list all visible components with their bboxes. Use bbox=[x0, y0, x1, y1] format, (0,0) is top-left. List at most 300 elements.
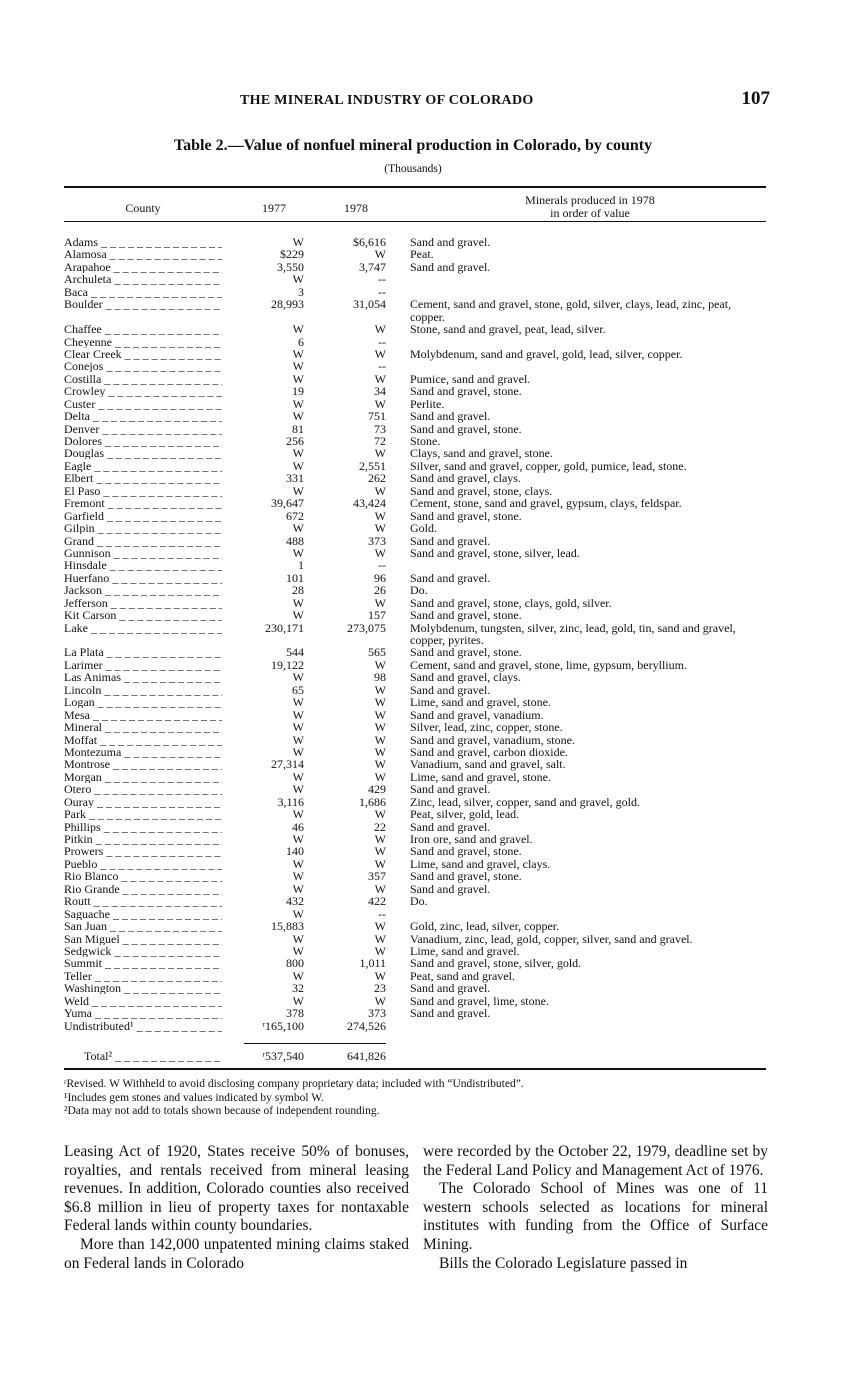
value-1978-cell: 73 bbox=[374, 421, 386, 436]
value-1977-cell: W bbox=[292, 595, 304, 610]
table-body bbox=[64, 236, 784, 1032]
county-cell: Grand _ _ _ bbox=[64, 535, 222, 547]
minerals-cell: Peat, sand and gravel. bbox=[410, 968, 515, 983]
value-1978-cell: 422 bbox=[368, 894, 386, 909]
minerals-cell: Sand and gravel, stone, clays. bbox=[410, 483, 553, 498]
body-paragraph: were recorded by the October 22, 1979, deadline set by the Federal Land Policy and Management Act of 1976. bbox=[423, 1143, 768, 1179]
county-cell: Garfield _ _ _ bbox=[64, 510, 222, 522]
value-1977-cell: 140 bbox=[286, 844, 304, 859]
table-row bbox=[64, 783, 784, 795]
county-cell: Weld _ _ _ bbox=[64, 995, 222, 1007]
minerals-cell: Peat, silver, gold, lead. bbox=[410, 807, 520, 822]
value-1978-cell: 373 bbox=[368, 1006, 386, 1021]
col-header-minerals-line2: in order of value bbox=[550, 206, 630, 220]
value-1978-cell: W bbox=[374, 346, 386, 361]
county-cell: Dolores _ _ _ bbox=[64, 435, 222, 447]
minerals-cell: Gold, zinc, lead, silver, copper. bbox=[410, 919, 560, 934]
minerals-cell: Sand and gravel. bbox=[410, 1006, 491, 1021]
county-cell: Rio Grande _ _ _ bbox=[64, 883, 222, 895]
value-1978-cell: 157 bbox=[368, 608, 386, 623]
county-cell: Prowers _ _ _ bbox=[64, 845, 222, 857]
value-1978-cell: 357 bbox=[368, 869, 386, 884]
table-bottom-rule bbox=[64, 1068, 766, 1070]
minerals-cell: Sand and gravel. bbox=[410, 570, 491, 585]
value-1978-cell: W bbox=[374, 247, 386, 262]
value-1978-cell: W bbox=[374, 545, 386, 560]
value-1978-cell: W bbox=[374, 919, 386, 934]
value-1978-cell: 273,075 bbox=[347, 620, 386, 635]
value-1978-cell: -- bbox=[378, 906, 386, 921]
table-row bbox=[64, 808, 784, 820]
value-1978-cell: W bbox=[374, 720, 386, 735]
county-cell: Kit Carson _ _ _ bbox=[64, 609, 222, 621]
value-1977-cell: 3 bbox=[298, 284, 304, 299]
table-row bbox=[64, 646, 784, 658]
value-1977-cell: W bbox=[292, 856, 304, 871]
minerals-cell: Sand and gravel, stone. bbox=[410, 384, 522, 399]
minerals-cell: Sand and gravel, lime, stone. bbox=[410, 993, 549, 1008]
table-units: (Thousands) bbox=[384, 163, 442, 175]
table-row bbox=[64, 870, 784, 882]
county-cell: Gilpin _ _ _ bbox=[64, 522, 222, 534]
minerals-cell: Sand and gravel. bbox=[410, 235, 491, 249]
county-cell: Chaffee _ _ _ bbox=[64, 323, 222, 335]
county-cell: Conejos _ _ _ bbox=[64, 360, 222, 372]
county-cell: Gunnison _ _ _ bbox=[64, 547, 222, 559]
value-1977-cell: W bbox=[292, 769, 304, 784]
value-1977-cell: 6 bbox=[298, 334, 304, 349]
table-row bbox=[64, 497, 784, 509]
table-row bbox=[64, 895, 784, 907]
minerals-cell: Sand and gravel, stone. bbox=[410, 608, 522, 623]
total-1978: 641,826 bbox=[347, 1049, 386, 1063]
value-1977-cell: W bbox=[292, 409, 304, 424]
table-row bbox=[64, 522, 784, 534]
value-1977-cell: 800 bbox=[286, 956, 304, 971]
footnote-1: ¹Includes gem stones and values indicated by symbol W. bbox=[64, 1091, 324, 1104]
county-cell: Fremont _ _ _ bbox=[64, 497, 222, 509]
col-header-1977: 1977 bbox=[262, 201, 286, 215]
minerals-cell: Sand and gravel, clays. bbox=[410, 670, 521, 685]
value-1978-cell: 72 bbox=[374, 434, 386, 448]
county-cell: Crowley _ _ _ bbox=[64, 385, 222, 397]
value-1977-cell: ʳ165,100 bbox=[262, 1018, 304, 1033]
value-1977-cell: 39,647 bbox=[271, 496, 304, 511]
county-cell: Baca _ _ _ bbox=[64, 286, 222, 298]
value-1978-cell: 2,551 bbox=[359, 458, 386, 473]
table-row bbox=[64, 584, 784, 596]
value-1978-cell: 34 bbox=[374, 384, 386, 399]
table-row bbox=[64, 1020, 784, 1032]
minerals-cell: Iron ore, sand and gravel. bbox=[410, 832, 533, 846]
table-header-rule bbox=[64, 221, 766, 222]
value-1977-cell: W bbox=[292, 931, 304, 946]
value-1977-cell: 3,116 bbox=[277, 794, 304, 809]
county-cell: Pitkin _ _ _ bbox=[64, 833, 222, 845]
table-row bbox=[64, 447, 784, 459]
county-cell: Cheyenne _ _ _ bbox=[64, 336, 222, 348]
page-header bbox=[60, 88, 770, 112]
county-cell: Hinsdale _ _ _ bbox=[64, 559, 222, 571]
body-left-column bbox=[64, 1143, 409, 1273]
value-1978-cell: 98 bbox=[374, 670, 386, 685]
body-paragraph: Bills the Colorado Legislature passed in bbox=[439, 1254, 688, 1272]
table-row bbox=[64, 920, 784, 932]
value-1978-cell: W bbox=[374, 371, 386, 386]
value-1978-cell: 565 bbox=[368, 645, 386, 660]
value-1978-cell: 1,011 bbox=[359, 956, 386, 971]
value-1978-cell: W bbox=[374, 943, 386, 958]
value-1978-cell: W bbox=[374, 322, 386, 337]
value-1977-cell: W bbox=[292, 483, 304, 498]
county-cell: Routt _ _ _ bbox=[64, 895, 222, 907]
county-cell: Costilla _ _ _ bbox=[64, 373, 222, 385]
total-rule bbox=[244, 1043, 386, 1044]
value-1977-cell: 488 bbox=[286, 533, 304, 548]
col-header-minerals-line1: Minerals produced in 1978 bbox=[525, 193, 655, 207]
county-cell: Archuleta _ _ _ bbox=[64, 273, 222, 285]
table-row bbox=[64, 671, 784, 683]
body-paragraph: The Colorado School of Mines was one of 11 western schools selected as locations for mineral institutes with funding from the Office of Surface Mining. bbox=[423, 1180, 768, 1253]
minerals-cell: Stone. bbox=[410, 434, 441, 448]
county-cell: Pueblo _ _ _ bbox=[64, 858, 222, 870]
minerals-cell: Sand and gravel. bbox=[410, 819, 491, 834]
value-1978-cell: W bbox=[374, 521, 386, 536]
minerals-cell: Perlite. bbox=[410, 396, 445, 411]
value-1977-cell: 32 bbox=[292, 981, 304, 996]
value-1977-cell: W bbox=[292, 906, 304, 921]
value-1978-cell: W bbox=[374, 508, 386, 523]
value-1977-cell: W bbox=[292, 371, 304, 386]
county-cell: Montrose _ _ _ bbox=[64, 758, 222, 770]
value-1978-cell: W bbox=[374, 657, 386, 672]
minerals-cell: Cement, sand and gravel, stone, gold, silver, clays, lead, zinc, peat, copper. bbox=[410, 297, 732, 324]
page-number: 107 bbox=[741, 88, 770, 109]
value-1978-cell: W bbox=[374, 595, 386, 610]
table-row bbox=[64, 957, 784, 969]
minerals-cell: Sand and gravel. bbox=[410, 409, 491, 424]
minerals-cell: Sand and gravel. bbox=[410, 981, 491, 996]
value-1977-cell: W bbox=[292, 993, 304, 1008]
table-row bbox=[64, 721, 784, 733]
total-row bbox=[64, 1049, 784, 1063]
county-cell: Jefferson _ _ _ bbox=[64, 597, 222, 609]
footnote-2: ²Data may not add to totals shown because of independent rounding. bbox=[64, 1105, 380, 1117]
value-1977-cell: W bbox=[292, 707, 304, 722]
value-1978-cell: W bbox=[374, 993, 386, 1008]
county-cell: Otero _ _ _ bbox=[64, 783, 222, 795]
county-cell: Larimer _ _ _ bbox=[64, 659, 222, 671]
table-row bbox=[64, 360, 784, 372]
minerals-cell: Sand and gravel, vanadium, stone. bbox=[410, 732, 575, 747]
county-cell: Alamosa _ _ _ bbox=[64, 248, 222, 260]
table-row bbox=[64, 547, 784, 559]
county-cell: Ouray _ _ _ bbox=[64, 796, 222, 808]
table-row bbox=[64, 273, 784, 285]
value-1977-cell: 3,550 bbox=[277, 259, 304, 274]
county-cell: Washington _ _ _ bbox=[64, 982, 222, 994]
value-1978-cell: 31,054 bbox=[353, 297, 386, 312]
value-1978-cell: 751 bbox=[368, 409, 386, 424]
value-1977-cell: 331 bbox=[286, 471, 304, 486]
minerals-cell: Sand and gravel. bbox=[410, 259, 491, 274]
value-1978-cell: $6,616 bbox=[353, 235, 386, 249]
value-1977-cell: 81 bbox=[292, 421, 304, 436]
county-cell: La Plata _ _ _ bbox=[64, 646, 222, 658]
minerals-cell: Sand and gravel, stone. bbox=[410, 645, 522, 660]
value-1977-cell: W bbox=[292, 272, 304, 287]
value-1978-cell: -- bbox=[378, 284, 386, 299]
county-cell: Adams _ _ _ bbox=[64, 236, 222, 248]
value-1978-cell: W bbox=[374, 968, 386, 983]
county-cell: Saguache _ _ _ bbox=[64, 908, 222, 920]
value-1977-cell: W bbox=[292, 521, 304, 536]
value-1977-cell: 544 bbox=[286, 645, 304, 660]
value-1977-cell: W bbox=[292, 322, 304, 337]
table-row bbox=[64, 385, 784, 397]
col-header-1978: 1978 bbox=[344, 201, 368, 215]
minerals-cell: Sand and gravel. bbox=[410, 533, 491, 548]
value-1978-cell: 96 bbox=[374, 570, 386, 585]
table-row bbox=[64, 609, 784, 621]
value-1978-cell: W bbox=[374, 769, 386, 784]
value-1977-cell: W bbox=[292, 235, 304, 249]
value-1977-cell: W bbox=[292, 346, 304, 361]
value-1978-cell: W bbox=[374, 744, 386, 759]
value-1978-cell: 22 bbox=[374, 819, 386, 834]
minerals-cell: Sand and gravel, stone. bbox=[410, 421, 522, 436]
county-cell: Las Animas _ _ _ bbox=[64, 671, 222, 683]
table-row bbox=[64, 298, 784, 323]
minerals-cell: Lime, sand and gravel, stone. bbox=[410, 769, 551, 784]
county-cell: Delta _ _ _ bbox=[64, 410, 222, 422]
value-1978-cell: W bbox=[374, 881, 386, 896]
minerals-cell: Lime, sand and gravel, stone. bbox=[410, 695, 551, 710]
minerals-cell: Sand and gravel, vanadium. bbox=[410, 707, 544, 722]
minerals-cell: Sand and gravel, stone, silver, gold. bbox=[410, 956, 582, 971]
value-1978-cell: 23 bbox=[374, 981, 386, 996]
value-1978-cell: -- bbox=[378, 359, 386, 374]
value-1978-cell: -- bbox=[378, 558, 386, 573]
value-1977-cell: W bbox=[292, 943, 304, 958]
value-1977-cell: W bbox=[292, 881, 304, 896]
table-row bbox=[64, 323, 784, 335]
county-cell: Morgan _ _ _ bbox=[64, 771, 222, 783]
value-1977-cell: 28 bbox=[292, 583, 304, 598]
value-1978-cell: -- bbox=[378, 334, 386, 349]
value-1977-cell: 230,171 bbox=[265, 620, 304, 635]
total-label: Total² _ _ _ bbox=[84, 1049, 222, 1064]
value-1978-cell: W bbox=[374, 446, 386, 461]
value-1978-cell: W bbox=[374, 695, 386, 710]
table-row bbox=[64, 559, 784, 571]
county-cell: Montezuma _ _ _ bbox=[64, 746, 222, 758]
minerals-cell: Molybdenum, tungsten, silver, zinc, lead, gold, tin, sand and gravel, copper, pyrites. bbox=[410, 620, 736, 647]
value-1977-cell: W bbox=[292, 744, 304, 759]
county-cell: Jackson _ _ _ bbox=[64, 584, 222, 596]
county-cell: Park _ _ _ bbox=[64, 808, 222, 820]
value-1977-cell: W bbox=[292, 670, 304, 685]
col-header-county: County bbox=[125, 201, 161, 215]
county-cell: Denver _ _ _ bbox=[64, 423, 222, 435]
value-1978-cell: 429 bbox=[368, 782, 386, 797]
table-row bbox=[64, 845, 784, 857]
value-1977-cell: W bbox=[292, 695, 304, 710]
county-cell: Logan _ _ _ bbox=[64, 696, 222, 708]
running-head: THE MINERAL INDUSTRY OF COLORADO bbox=[240, 93, 534, 108]
county-cell: Rio Blanco _ _ _ bbox=[64, 870, 222, 882]
county-cell: Lincoln _ _ _ bbox=[64, 684, 222, 696]
value-1978-cell: -- bbox=[378, 272, 386, 287]
minerals-cell: Zinc, lead, silver, copper, sand and gravel, gold. bbox=[410, 794, 640, 809]
value-1977-cell: 15,883 bbox=[271, 919, 304, 934]
value-1978-cell: W bbox=[374, 931, 386, 946]
minerals-cell: Silver, sand and gravel, copper, gold, pumice, lead, stone. bbox=[410, 458, 687, 473]
value-1977-cell: W bbox=[292, 545, 304, 560]
value-1978-cell: W bbox=[374, 856, 386, 871]
minerals-cell: Vanadium, sand and gravel, salt. bbox=[410, 757, 566, 772]
value-1977-cell: W bbox=[292, 720, 304, 735]
county-cell: Teller _ _ _ bbox=[64, 970, 222, 982]
value-1978-cell: W bbox=[374, 483, 386, 498]
value-1977-cell: 101 bbox=[286, 570, 304, 585]
county-cell: San Miguel _ _ _ bbox=[64, 933, 222, 945]
table-row bbox=[64, 696, 784, 708]
value-1978-cell: W bbox=[374, 757, 386, 772]
value-1977-cell: W bbox=[292, 359, 304, 374]
county-cell: Eagle _ _ _ bbox=[64, 460, 222, 472]
table-row bbox=[64, 758, 784, 770]
value-1977-cell: 19 bbox=[292, 384, 304, 399]
value-1978-cell: 262 bbox=[368, 471, 386, 486]
county-cell: Summit _ _ _ bbox=[64, 957, 222, 969]
minerals-cell: Stone, sand and gravel, peat, lead, silver. bbox=[410, 322, 606, 337]
county-cell: Mesa _ _ _ bbox=[64, 709, 222, 721]
value-1977-cell: W bbox=[292, 869, 304, 884]
table-row bbox=[64, 622, 784, 647]
minerals-cell: Do. bbox=[410, 894, 428, 909]
minerals-cell: Sand and gravel, stone. bbox=[410, 869, 522, 884]
county-cell: Yuma _ _ _ bbox=[64, 1007, 222, 1019]
total-1977: ʳ537,540 bbox=[262, 1049, 304, 1063]
county-cell: Douglas _ _ _ bbox=[64, 447, 222, 459]
table-row bbox=[64, 348, 784, 360]
table-row bbox=[64, 261, 784, 273]
value-1977-cell: 19,122 bbox=[271, 657, 304, 672]
minerals-cell: Sand and gravel, stone. bbox=[410, 844, 522, 859]
minerals-cell: Cement, stone, sand and gravel, gypsum, clays, feldspar. bbox=[410, 496, 682, 511]
value-1977-cell: W bbox=[292, 458, 304, 473]
county-cell: Huerfano _ _ _ bbox=[64, 572, 222, 584]
table-row bbox=[64, 410, 784, 422]
county-cell: Lake _ _ _ bbox=[64, 622, 222, 634]
county-cell: El Paso _ _ _ bbox=[64, 485, 222, 497]
value-1978-cell: 1,686 bbox=[359, 794, 386, 809]
county-cell: San Juan _ _ _ bbox=[64, 920, 222, 932]
minerals-cell: Molybdenum, sand and gravel, gold, lead, silver, copper. bbox=[410, 346, 683, 361]
minerals-cell: Vanadium, zinc, lead, gold, copper, silver, sand and gravel. bbox=[410, 931, 693, 946]
value-1978-cell: W bbox=[374, 832, 386, 846]
value-1978-cell: 26 bbox=[374, 583, 386, 598]
minerals-cell: Lime, sand and gravel. bbox=[410, 943, 520, 958]
value-1978-cell: W bbox=[374, 807, 386, 822]
county-cell: Phillips _ _ _ bbox=[64, 821, 222, 833]
value-1978-cell: W bbox=[374, 682, 386, 697]
value-1977-cell: 378 bbox=[286, 1006, 304, 1021]
value-1977-cell: W bbox=[292, 968, 304, 983]
minerals-cell: Pumice, sand and gravel. bbox=[410, 371, 531, 386]
value-1977-cell: W bbox=[292, 446, 304, 461]
value-1977-cell: 27,314 bbox=[271, 757, 304, 772]
value-1977-cell: W bbox=[292, 608, 304, 623]
table-row bbox=[64, 982, 784, 994]
body-right-column bbox=[423, 1143, 768, 1273]
minerals-cell: Gold. bbox=[410, 521, 437, 536]
county-cell: Sedgwick _ _ _ bbox=[64, 945, 222, 957]
table-title: Table 2.—Value of nonfuel mineral production in Colorado, by county bbox=[173, 137, 653, 154]
county-cell: Clear Creek _ _ _ bbox=[64, 348, 222, 360]
value-1977-cell: W bbox=[292, 396, 304, 411]
value-1978-cell: 3,747 bbox=[359, 259, 386, 274]
value-1978-cell: 43,424 bbox=[353, 496, 386, 511]
county-cell: Custer _ _ _ bbox=[64, 398, 222, 410]
footnotes bbox=[64, 1078, 784, 1119]
value-1978-cell: W bbox=[374, 707, 386, 722]
minerals-cell: Clays, sand and gravel, stone. bbox=[410, 446, 553, 461]
value-1977-cell: W bbox=[292, 807, 304, 822]
footnote-revised: ʳRevised. W Withheld to avoid disclosing company proprietary data; included with “Undistributed”. bbox=[64, 1078, 524, 1090]
minerals-cell: Silver, lead, zinc, copper, stone. bbox=[410, 720, 563, 735]
table-row bbox=[64, 248, 784, 260]
value-1977-cell: W bbox=[292, 832, 304, 846]
minerals-cell: Sand and gravel, clays. bbox=[410, 471, 521, 486]
minerals-cell: Peat. bbox=[410, 247, 434, 262]
value-1977-cell: 65 bbox=[292, 682, 304, 697]
table-row bbox=[64, 1007, 784, 1019]
county-cell: Arapahoe _ _ _ bbox=[64, 261, 222, 273]
body-paragraph: More than 142,000 unpatented mining claims staked on Federal lands in Colorado bbox=[64, 1235, 409, 1272]
value-1977-cell: 256 bbox=[286, 434, 304, 448]
county-cell: Elbert _ _ _ bbox=[64, 472, 222, 484]
minerals-cell: Do. bbox=[410, 583, 428, 598]
body-paragraph: Leasing Act of 1920, States receive 50% of bonuses, royalties, and rentals received from mineral leasing revenues. In addition, Colorado counties also received $6.8 million in lieu of property taxes for nontaxable Federal lands within county boundaries. bbox=[64, 1143, 409, 1235]
value-1978-cell: W bbox=[374, 732, 386, 747]
minerals-cell: Sand and gravel, stone, silver, lead. bbox=[410, 545, 580, 560]
table-top-rule bbox=[64, 186, 766, 188]
minerals-cell: Sand and gravel. bbox=[410, 881, 491, 896]
value-1977-cell: 672 bbox=[286, 508, 304, 523]
county-cell: Moffat _ _ _ bbox=[64, 734, 222, 746]
minerals-cell: Lime, sand and gravel, clays. bbox=[410, 856, 551, 871]
value-1977-cell: $229 bbox=[280, 247, 304, 262]
value-1977-cell: 432 bbox=[286, 894, 304, 909]
value-1978-cell: 274,526 bbox=[347, 1018, 386, 1033]
county-cell: Boulder _ _ _ bbox=[64, 298, 222, 310]
minerals-cell: Sand and gravel. bbox=[410, 682, 491, 697]
value-1978-cell: 373 bbox=[368, 533, 386, 548]
value-1978-cell: W bbox=[374, 396, 386, 411]
value-1977-cell: W bbox=[292, 782, 304, 797]
minerals-cell: Sand and gravel, stone, clays, gold, silver. bbox=[410, 595, 612, 610]
value-1977-cell: 28,993 bbox=[271, 297, 304, 312]
minerals-cell: Sand and gravel, carbon dioxide. bbox=[410, 744, 568, 759]
county-cell: Mineral _ _ _ bbox=[64, 721, 222, 733]
value-1977-cell: W bbox=[292, 732, 304, 747]
value-1977-cell: 46 bbox=[292, 819, 304, 834]
minerals-cell: Sand and gravel. bbox=[410, 782, 491, 797]
value-1978-cell: W bbox=[374, 844, 386, 859]
table-row bbox=[64, 472, 784, 484]
